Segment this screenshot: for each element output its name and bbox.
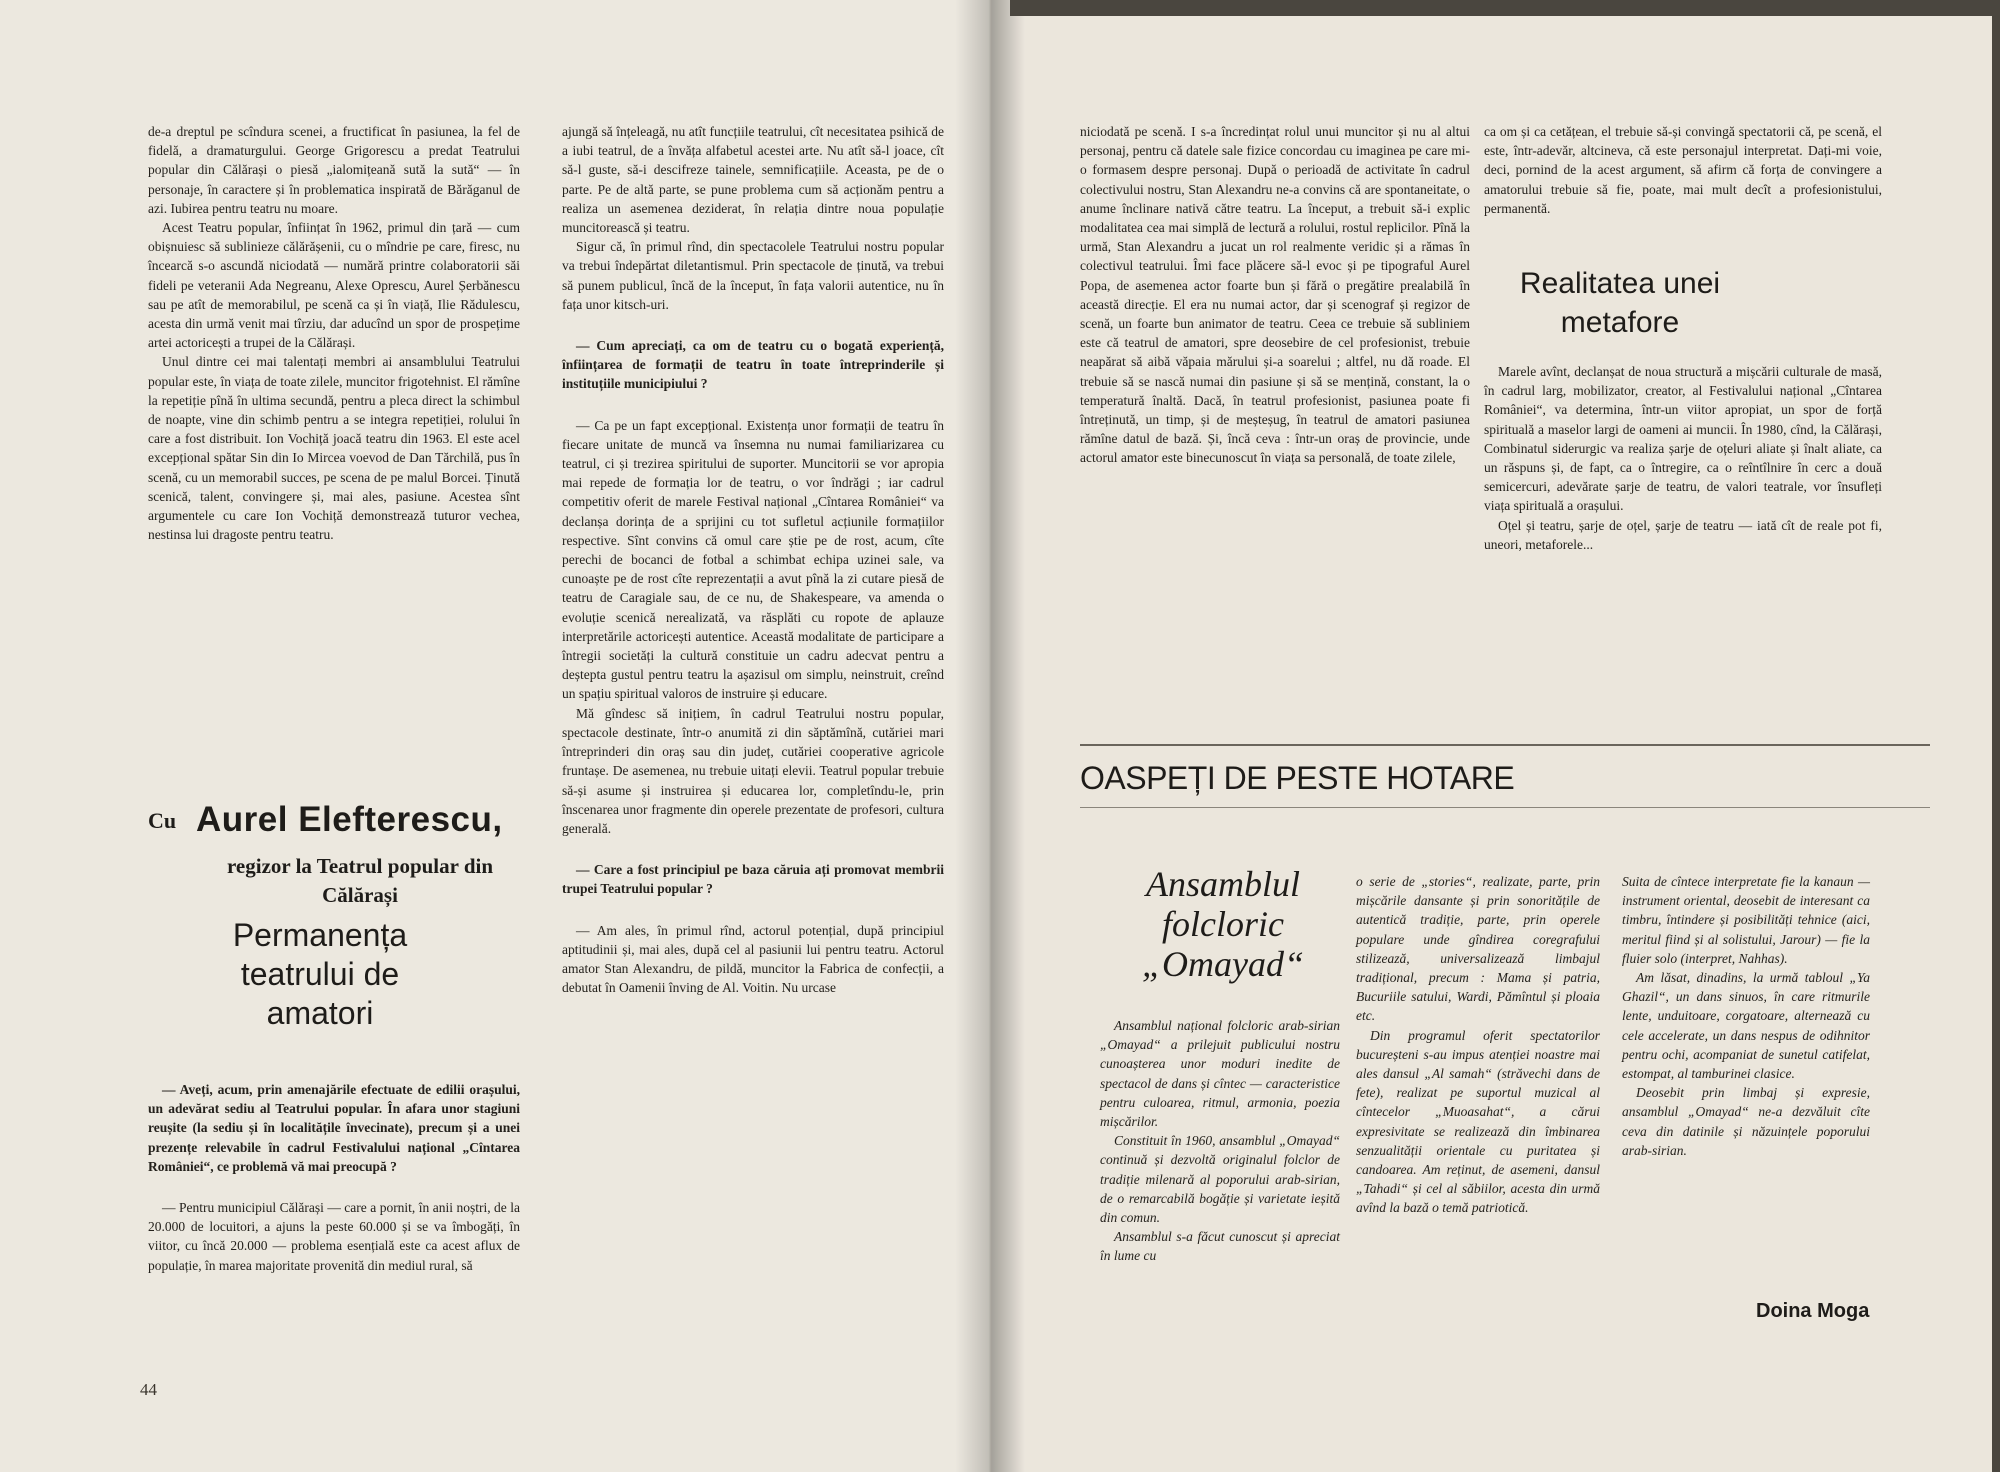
paragraph: Mă gîndesc să inițiem, în cadrul Teatrului nostru popular, spectacole destinate, într-o anumită zi din săptămînă, cutăriei mari întreprinderi din oraș sau din județ, cutăriei cooperative agricole fruntașe. De asemenea, nu trebuie uitați elevii. Teatrul popular trebuie să-și asume și instruirea și educarea lor, completîndu-le, prin înscenarea unor fragmente din operele prezentate de profesori, cultura generală. xyxy=(562,705,944,836)
paragraph: Marele avînt, declanșat de noua structură a mișcării culturale de masă, în cadrul larg, mobilizator, creator, al Festivalului național „Cîntarea României“, va determina, într-un viitor apropiat, un spor de forță spirituală a maselor largi de oameni ai muncii. În 1980, cînd, la Călărași, Combinatul siderurgic va realiza șarje de oțeluri aliate și înalt aliate, ca un răspuns și, de fapt, ca o întregire, ca o reîntîlnire în cerc a două semicercuri, adevărate șarje de teatru, de valori teatrale, vor însufleți viața spirituală a orașului. xyxy=(1484,364,1882,514)
left-column-2 xyxy=(562,122,944,997)
page-number: 44 xyxy=(140,1380,157,1399)
section-rule-top xyxy=(1080,744,1930,746)
interview-cu: Cu xyxy=(148,808,177,833)
section-title: OASPEȚI DE PESTE HOTARE xyxy=(1080,760,1515,796)
paragraph: Suita de cîntece interpretate fie la kanaun — instrument oriental, deosebit de interesant ca timbru, întindere și posibilități tehnice (aici, meritul fiind și al solistului, Jarour) — fie la fluier solo (interpret, Nahhas). xyxy=(1622,874,1870,966)
paragraph: Ansamblul național folcloric arab-sirian „Omayad“ a prilejuit publicului nostru cunoașterea unor moduri inedite de spectacol de dans și cîntec — caracteristice pentru culoarea, ritmul, armonia, poezia mișcărilor. xyxy=(1100,1018,1340,1130)
right-column-2 xyxy=(1484,122,1882,218)
paragraph: Din programul oferit spectatorilor bucureșteni s-au impus atenției noastre mai ales dansul „Al samah“ (străvechi dans de fete), realizat pe suportul muzical al cîntecelor „Muoasahat“, a cărui expresivitate se realizează din îmbinarea senzualității orientale cu puritatea și candoarea. Am reținut, de asemeni, dansul „Tahadi“ și cel al săbiilor, acesta din urmă avînd la bază o temă patriotică. xyxy=(1356,1027,1600,1216)
paragraph: niciodată pe scenă. I s-a încredințat rolul unui muncitor și nu al altui personaj, pentru că datele sale fizice concordau cu imaginea pe care mi-o formasem despre personaj. După o perioadă de activitate în cadrul colectivului nostru, Stan Alexandru ne-a convins că are spontaneitate, o anume înclinare nativă către teatru. La început, a trebuit să-i explic modalitatea cea mai simplă de lectură a rolului, rostul replicilor. Pînă la urmă, Stan Alexandru a jucat un rol realmente veridic și a rămas în colectivul teatrului. Îmi face plăcere să-l evoc și pe tipograful Aurel Popa, de asemenea actor foarte bun și fără o pregătire prealabilă în această direcție. El era nu numai actor, dar și scenograf și regizor de scenă, un foarte bun animator de teatru. Ceea ce trebuie să subliniem este că teatrul de amatori, spre deosebire de cel profesionist, trebuie neapărat să aibă văpaia mărului și-a soarelui ; altfel, nu dă roade. El trebuie să se nască numai din pasiune și să se mențină, constant, la o temperatură înaltă. Dacă, în teatrul profesionist, pasiunea poate fi întreținută, un timp, și de meșteșug, în teatrul de amatori pasiunea rămîne datul de bază. Și, încă ceva : într-un oraș de provincie, unde actorul amator este binecunoscut în viața sa personală, de toate zilele, xyxy=(1080,124,1470,466)
realitatea-text xyxy=(1484,362,1882,554)
paragraph: Ansamblul s-a făcut cunoscut și apreciat în lume cu xyxy=(1100,1229,1340,1264)
binding-edge-top xyxy=(1010,0,2000,16)
question: — Cum apreciați, ca om de teatru cu o bogată experiență, înființarea de formații de teatru în toate întreprinderile și instituțiile municipiului ? xyxy=(562,338,944,392)
left-page xyxy=(0,0,990,1472)
paragraph: Acest Teatru popular, înființat în 1962, primul din țară — cum obișnuiesc să sublinieze călărășenii, cu o mîndrie pe care, firesc, nu încearcă s-o ascundă niciodată — numără printre colaboratorii săi fideli pe veteranii Ada Negreanu, Alexe Oprescu, Aurel Șerbănescu sau pe atît de memorabilul, pe scenă ca și în viață, Ilie Rădulescu, acesta din urmă venit mai tîrziu, dar aducînd un spor de prospețime artei actoricești a trupei de la Călărași. xyxy=(148,220,520,351)
interview-subtitle: regizor la Teatrul popular din Călărași xyxy=(226,854,494,907)
paragraph: Unul dintre cei mai talentați membri ai ansamblului Teatrului popular este, în viața de toate zilele, muncitor frigotehnist. El rămîne la repetiție pînă în ultima secundă, pentru a pleca direct la schimbul de noapte, vine din schimb pentru a se integra repetiției, rolului în care a fost distribuit. Ion Vochiță joacă teatru din 1963. El este acel excepțional spătar Sin din Io Mircea voevod de Dan Tărchilă, pus în scenă, cu un memorabil succes, pe scena de pe malul Borcei. Ținută scenică, talent, convingere și, mai ales, pasiune. Acestea sînt argumentele cu care Ion Vochiță demonstrează tuturor vechea, nestinsa lui dragoste pentru teatru. xyxy=(148,354,520,543)
question: — Care a fost principiul pe baza căruia ați promovat membrii trupei Teatrului popular ? xyxy=(562,862,944,897)
answer: — Ca pe un fapt excepțional. Existența unor formații de teatru în fiecare unitate de muncă va însemna nu numai familiarizarea cu teatrul, ci și trezirea spiritului de suporter. Muncitorii se vor apropia mai repede de formația lor de teatru, o vor îndrăgi ; iar cadrul competitiv oferit de marele Festival național „Cîntarea României“ va declanșa dorința de a sprijini cu tot sufletul acțiunile formațiilor respective. Sînt convins că omul care știe pe de rost, acum, cîte perechi de bocanci de fotbal a schimbat echipa uzinei sale, va cunoaște pe de rost cîte reprezentații a avut pînă la zi cutare piesă de teatru de Caragiale sau, de ce nu, de Shakespeare, va amenda o evoluție scenică nerealizată, va răsplăti cu ropote de aplauze interpretările actoricești autentice. Această modalitate de participare a întregii societăți la cultură constituie un cadru adecvat pentru a deștepta gustul pentru teatru la așazisul om simplu, neinstruit, creînd un spațiu spiritual valoros de instruire și educare. xyxy=(562,417,944,702)
interview-title: Permanența teatrului de amatori xyxy=(232,917,408,1031)
section-rule-bottom xyxy=(1080,807,1930,808)
question: — Aveți, acum, prin amenajările efectuate de edilii orașului, un adevărat sediu al Teatrului popular. În afara unor stagiuni reușite (la sediu și în localitățile învecinate), precum și a unei prezențe relevabile în cadrul Festivalului național „Cîntarea României“, ce problemă vă mai preocupă ? xyxy=(148,1082,520,1174)
paragraph: Sigur că, în primul rînd, din spectacolele Teatrului nostru popular va trebui îndepărtat diletantismul. Prin spectacole de ținută, va trebui să punem publicul, încă de la început, în fața valorii autentice, nu în fața unor kitsch-uri. xyxy=(562,239,944,312)
paragraph: ca om și ca cetățean, el trebuie să-și convingă spectatorii că, pe scenă, el este, într-adevăr, altcineva, că este personajul interpretat. Dați-mi voie, deci, pornind de la acest argument, să afirm că forța de convingere a amatorului trebuie să fie, poate, mai mult decît a profesionistului, permanentă. xyxy=(1484,124,1882,216)
paragraph: Oțel și teatru, șarje de oțel, șarje de teatru — iată cît de reale pot fi, uneori, metaforele... xyxy=(1484,517,1882,552)
paragraph: Constituit în 1960, ansamblul „Omayad“ continuă și dezvoltă originalul folclor de tradiție milenară al poporului arab-sirian, de o remarcabilă bogăție și varietate ieșită din comun. xyxy=(1100,1133,1340,1226)
ensemble-column-3 xyxy=(1622,872,1870,1160)
left-column-1-upper xyxy=(148,122,520,544)
right-page xyxy=(990,0,2000,1472)
ensemble-column-1 xyxy=(1100,1016,1340,1266)
right-column-1 xyxy=(1080,122,1470,468)
paragraph: de-a dreptul pe scîndura scenei, a fructificat în pasiunea, la fel de fidelă, a dramaturgului. George Grigorescu a predat Teatrului popular din Călărași o piesă „ialomițeană sută la sută“ — în personaje, în caractere și în problematica inspirată de Bărăganul de azi. Iubirea pentru teatru nu moare. xyxy=(148,124,520,216)
ensemble-column-2 xyxy=(1356,872,1600,1218)
answer: — Pentru municipiul Călărași — care a pornit, în anii noștri, de la 20.000 de locuitori, a ajuns la peste 60.000 și se va îmbogăți, în viitor, cu încă 20.000 — problema esențială este ca acest aflux de populație, în marea majoritate provenită din mediul rural, să xyxy=(148,1200,520,1273)
ensemble-title: Ansamblul folcloric „Omayad“ xyxy=(1141,864,1305,984)
binding-edge-right xyxy=(1992,0,2000,1472)
paragraph: ajungă să înțeleagă, nu atît funcțiile teatrului, cît necesitatea psihică de a iubi teatrul, de a învăța alfabetul acestei arte. Nu atît să-l joace, cît să-l guste, să-i descifreze tainele, semnificațiile. Aceasta, pe de o parte. Pe de altă parte, se pune problema cum să acționăm pentru a realiza un asemenea deziderat, în relația dintre noua populație muncitorească și teatru. xyxy=(562,124,944,236)
author-signature: Doina Moga xyxy=(1756,1300,1870,1322)
left-column-1-lower xyxy=(148,1080,520,1275)
answer: — Am ales, în primul rînd, actorul potențial, după principiul aptitudinii și, mai ales, după cel al pasiunii lui pentru teatru. Actorul amator Stan Alexandru, de pildă, muncitor la Fabrica de confecții, a debutat în Oamenii înving de Al. Voitin. Nu urcase xyxy=(562,922,944,996)
paragraph: Deosebit prin limbaj și expresie, ansamblul „Omayad“ ne-a dezvăluit cîte ceva din datinile și năzuințele poporului arab-sirian. xyxy=(1622,1085,1870,1158)
paragraph: Am lăsat, dinadins, la urmă tabloul „Ya Ghazil“, un dans sinuos, în care ritmurile lente, unduitoare, corgatoare, alternează cu cele accelerate, un dans nespus de odihnitor pentru ochi, acompaniat de sunetul catifelat, estompat, al tamburinei clasice. xyxy=(1622,970,1870,1082)
paragraph: o serie de „stories“, realizate, parte, prin mișcările dansante și prin sonoritățile de autentică tradiție, parte, prin operele populare unde gîndirea coregrafului stilizează, universalizează limbajul tradițional, precum : Mama și patria, Bucuriile satului, Wardi, Pămîntul și ploaia etc. xyxy=(1356,874,1600,1024)
book-gutter xyxy=(955,0,1025,1472)
headline-realitatea: Realitatea unei metafore xyxy=(1519,267,1721,339)
interview-name: Aurel Elefterescu, xyxy=(196,800,503,839)
